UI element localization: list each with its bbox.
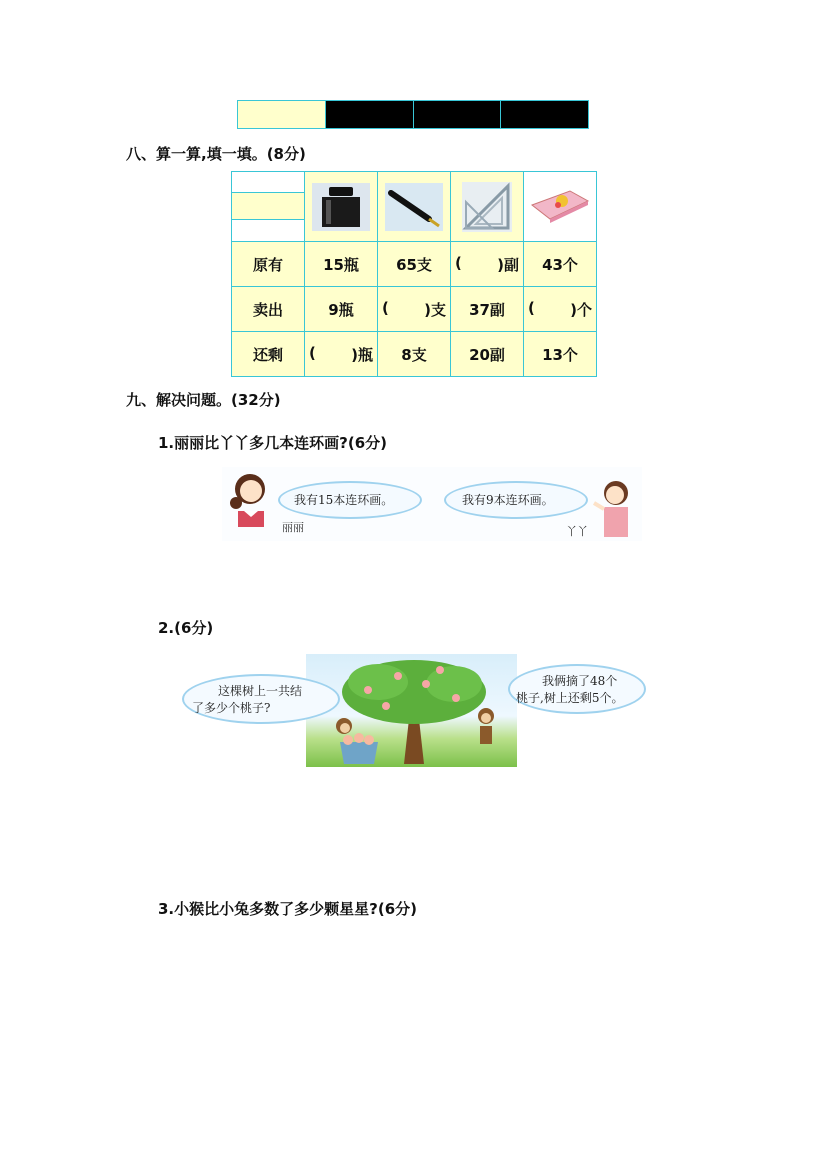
paren-open: ( bbox=[455, 253, 462, 272]
ink-bottle-cell bbox=[305, 172, 378, 242]
section-9-title: 九、解决问题。(32分) bbox=[126, 391, 281, 409]
value-cell: 20副 bbox=[451, 332, 524, 377]
peach-tree-icon bbox=[306, 654, 517, 767]
row-label-remaining: 还剩 bbox=[232, 332, 305, 377]
bubble-text-right-2: 桃子,树上还剩5个。 bbox=[516, 691, 624, 705]
bubble-text-left-2: 了多少个桃子? bbox=[192, 701, 271, 715]
strip-cell bbox=[325, 101, 413, 128]
previous-table-strip bbox=[237, 100, 589, 129]
section-8-title: 八、算一算,填一填。(8分) bbox=[126, 145, 306, 163]
value-cell: 37副 bbox=[451, 287, 524, 332]
paren-open: ( bbox=[382, 298, 389, 317]
answer-blank-cell[interactable] bbox=[524, 287, 597, 332]
value-cell: 9瓶 bbox=[305, 287, 378, 332]
pencil-case-cell bbox=[524, 172, 597, 242]
answer-blank-cell[interactable] bbox=[378, 287, 451, 332]
calc-table bbox=[231, 171, 597, 377]
paren-close: )个 bbox=[570, 300, 592, 319]
answer-blank-cell[interactable] bbox=[305, 332, 378, 377]
bubble-text-left-1: 这棵树上一共结 bbox=[218, 684, 303, 698]
corner-cell bbox=[232, 172, 305, 242]
paren-close: )副 bbox=[497, 255, 519, 274]
question-2-title: 2.(6分) bbox=[158, 619, 214, 637]
set-square-cell bbox=[451, 172, 524, 242]
q1-illustration bbox=[222, 467, 642, 541]
girl-lili-icon bbox=[226, 467, 276, 529]
bubble-text-left: 我有15本连环画。 bbox=[294, 493, 394, 507]
paren-open: ( bbox=[528, 298, 535, 317]
value-cell: 15瓶 bbox=[305, 242, 378, 287]
ink-bottle-icon bbox=[312, 183, 370, 231]
pencil-case-icon bbox=[526, 183, 594, 227]
girl-yaya-icon bbox=[590, 477, 642, 539]
pen-cell bbox=[378, 172, 451, 242]
set-square-icon bbox=[462, 182, 512, 232]
answer-blank-cell[interactable] bbox=[451, 242, 524, 287]
question-1-title: 1.丽丽比丫丫多几本连环画?(6分) bbox=[158, 434, 387, 452]
strip-cell bbox=[238, 101, 325, 128]
q2-illustration bbox=[306, 654, 517, 767]
row-label-sold: 卖出 bbox=[232, 287, 305, 332]
bubble-text-right-1: 我俩摘了48个 bbox=[542, 674, 618, 688]
value-cell: 65支 bbox=[378, 242, 451, 287]
row-label-original: 原有 bbox=[232, 242, 305, 287]
name-lili: 丽丽 bbox=[282, 521, 304, 534]
value-cell: 13个 bbox=[524, 332, 597, 377]
name-yaya: 丫丫 bbox=[566, 525, 588, 538]
strip-cell bbox=[413, 101, 501, 128]
value-cell: 8支 bbox=[378, 332, 451, 377]
strip-cell bbox=[500, 101, 588, 128]
paren-open: ( bbox=[309, 343, 316, 362]
bubble-text-right: 我有9本连环画。 bbox=[462, 493, 554, 507]
paren-close: )支 bbox=[424, 300, 446, 319]
question-3-title: 3.小猴比小兔多数了多少颗星星?(6分) bbox=[158, 900, 417, 918]
fountain-pen-icon bbox=[385, 183, 443, 231]
paren-close: )瓶 bbox=[351, 345, 373, 364]
value-cell: 43个 bbox=[524, 242, 597, 287]
